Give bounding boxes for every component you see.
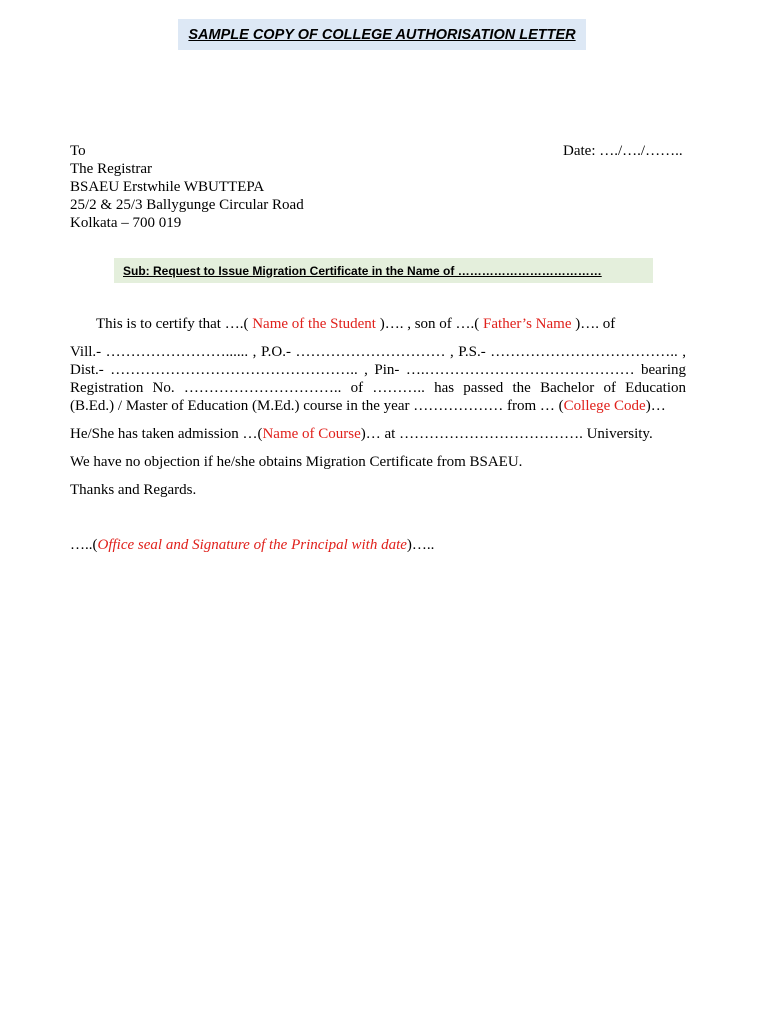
admission-line: [70, 425, 653, 443]
address-line: 25/2 & 25/3 Ballygunge Circular Road: [70, 197, 304, 213]
certify-text: )…. , son of ….(: [379, 316, 480, 332]
certify-text: This is to certify that ….(: [96, 316, 249, 332]
signature-text: …..(: [70, 537, 98, 553]
signature-placeholder: Office seal and Signature of the Principal with date: [97, 537, 407, 553]
address-line: Kolkata – 700 019: [70, 215, 182, 231]
certify-line: [96, 315, 615, 333]
address-line: The Registrar: [70, 161, 153, 177]
details-paragraph: [70, 343, 686, 415]
student-name-placeholder: Name of the Student: [248, 316, 380, 332]
certify-text: )…. of: [575, 316, 616, 332]
to-label: To: [70, 143, 86, 159]
college-code-placeholder: College Code: [563, 398, 646, 414]
signature-line: [70, 536, 434, 554]
document-title: SAMPLE COPY OF COLLEGE AUTHORISATION LETTER: [188, 26, 576, 43]
details-line-village: Vill.- ……………………...... , P.O.- ………………………… , P.S.- ……………………………….. ,: [70, 344, 686, 360]
course-year-text: )…: [645, 398, 666, 414]
subject-banner: [114, 258, 653, 283]
admission-text: )… at ………………………………. University.: [360, 426, 653, 442]
objection-line: We have no objection if he/she obtains Migration Certificate from BSAEU.: [70, 454, 523, 470]
admission-text: He/She has taken admission …(: [70, 426, 263, 442]
details-line-course: [70, 397, 686, 415]
address-line: BSAEU Erstwhile WBUTTEPA: [70, 179, 265, 195]
course-year-text: (B.Ed.) / Master of Education (M.Ed.) course in the year ……………… from … (: [70, 398, 564, 414]
date-field: Date: …./…./……..: [563, 143, 683, 159]
course-name-placeholder: Name of Course: [262, 426, 361, 442]
subject-line: Sub: Request to Issue Migration Certificate in the Name of ………………………………: [123, 263, 602, 278]
closing-line: Thanks and Regards.: [70, 482, 197, 498]
title-banner: [178, 19, 586, 50]
details-line-registration: Registration No. ………………………….. of ……….. has passed the Bachelor of Education: [70, 380, 686, 396]
details-line-district: Dist.- ………………………………………….. , Pin- ….…………………………………… bearing: [70, 362, 686, 378]
signature-text: )…..: [406, 537, 435, 553]
father-name-placeholder: Father’s Name: [479, 316, 576, 332]
recipient-address: [70, 142, 304, 232]
